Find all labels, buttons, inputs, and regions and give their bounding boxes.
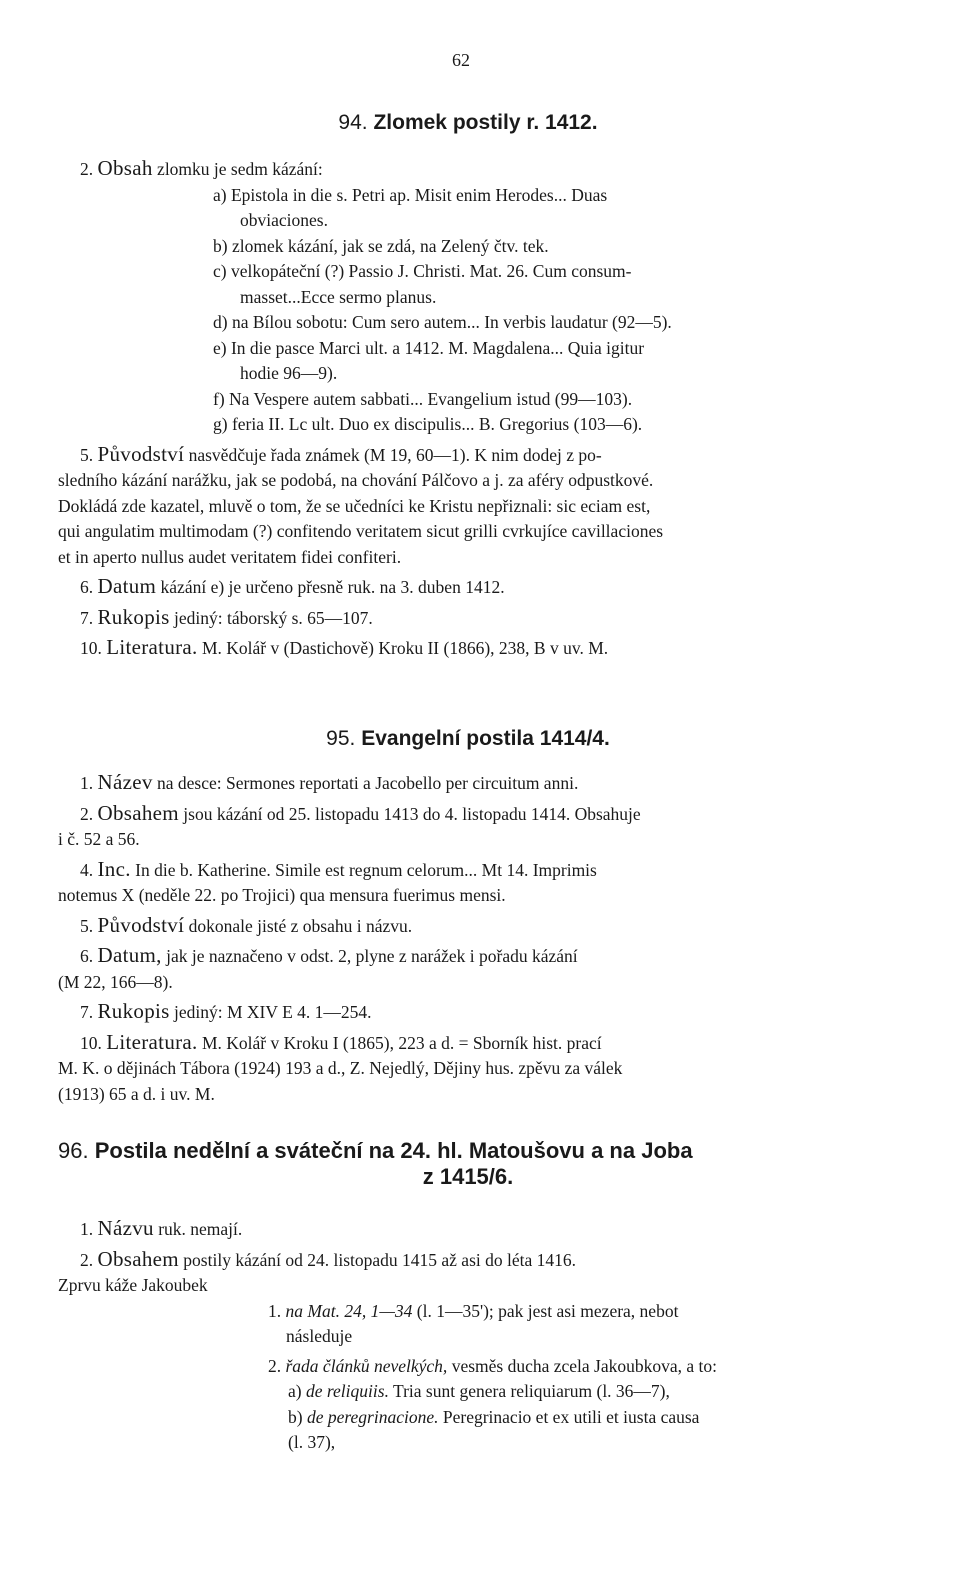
paragraph-number: 7.	[80, 1002, 94, 1022]
list-item: c) velkopáteční (?) Passio J. Christi. Mat. 26. Cum consum-	[213, 261, 632, 281]
paragraph-line: M. K. o dějinách Tábora (1924) 193 a d., Z. Nejedlý, Dějiny hus. zpěvu za válek	[58, 1058, 623, 1078]
subitem-ref: de peregrinacione.	[306, 1406, 439, 1427]
subitem-letter: b)	[288, 1406, 303, 1427]
section-term: Rukopis	[97, 999, 170, 1023]
paragraph-puvodstvi	[58, 442, 878, 469]
list-item: e) In die pasce Marci ult. a 1412. M. Magdalena... Quia igitur	[213, 337, 645, 358]
paragraph-number: 2.	[80, 1249, 94, 1270]
section-term: Inc.	[97, 856, 131, 881]
subitem-number: 1.	[268, 1300, 282, 1321]
heading-title: Evangelní postila 1414/4.	[361, 727, 610, 750]
paragraph-number: 2.	[80, 803, 94, 824]
list-item: f) Na Vespere autem sabbati... Evangelium istud (99—103).	[213, 388, 633, 409]
section-94-heading	[58, 110, 878, 136]
heading-title: Postila nedělní a sváteční na 24. hl. Matoušovu a na Joba	[94, 1138, 693, 1163]
paragraph-line: Dokládá zde kazatel, mluvě o tom, že se učedníci ke Kristu nepřiznali: sic eciam est,	[58, 495, 651, 516]
section-94-body	[58, 156, 878, 662]
subitem-1	[58, 1299, 878, 1325]
heading-title: Zlomek postily r. 1412.	[373, 111, 598, 134]
section-term: Názvu	[97, 1216, 154, 1240]
section-term: Obsahem	[97, 1246, 179, 1271]
paragraph-text: dokonale jisté z obsahu i názvu.	[188, 915, 413, 936]
paragraph-line: et in aperto nullus audet veritatem fidei confiteri.	[58, 546, 402, 567]
paragraph-obsah	[58, 156, 878, 183]
section-term: Původství	[97, 441, 185, 466]
paragraph-number: 6.	[80, 577, 94, 597]
paragraph-line: notemus X (neděle 22. po Trojici) qua mensura fuerimus mensi.	[58, 885, 506, 905]
heading-number: 94.	[338, 111, 368, 134]
section-term: Datum	[97, 574, 157, 598]
paragraph-obsahem	[58, 1247, 878, 1274]
paragraph-datum	[58, 574, 878, 601]
section-96-heading	[58, 1138, 878, 1189]
subitem-ref: na Mat. 24, 1—34	[285, 1300, 413, 1321]
subitem-ref: de reliquiis.	[305, 1381, 389, 1401]
paragraph-number: 5.	[80, 915, 94, 936]
paragraph-number: 10.	[80, 638, 102, 658]
heading-number: 95.	[326, 727, 356, 750]
subitem-2	[58, 1354, 878, 1380]
section-term: Literatura.	[106, 635, 198, 659]
list-item: g) feria II. Lc ult. Duo ex discipulis... B. Gregorius (103—6).	[213, 414, 643, 434]
paragraph-puvodstvi	[58, 913, 878, 940]
paragraph-line: i č. 52 a 56.	[58, 829, 140, 849]
subitem-line: (l. 37),	[288, 1432, 336, 1452]
paragraph-text: jediný: táborský s. 65—107.	[174, 607, 373, 628]
subitem-text: Tria sunt genera reliquiarum (l. 36—7),	[393, 1381, 670, 1401]
paragraph-text: jak je naznačeno v odst. 2, plyne z narážek i pořadu kázání	[166, 946, 578, 966]
section-term: Datum,	[97, 943, 162, 967]
page-number: 62	[452, 50, 470, 70]
subitem-a	[58, 1379, 878, 1405]
list-item: d) na Bílou sobotu: Cum sero autem... In verbis laudatur (92—5).	[213, 312, 672, 332]
section-96-body	[58, 1216, 878, 1456]
paragraph-line: Zprvu káže Jakoubek	[58, 1275, 208, 1295]
section-term: Název	[97, 770, 153, 794]
heading-number: 96.	[58, 1138, 89, 1163]
paragraph-inc	[58, 857, 878, 884]
paragraph-text: kázání e) je určeno přesně ruk. na 3. duben 1412.	[160, 577, 505, 597]
paragraph-line: qui angulatim multimodam (?) confitendo veritatem sicut grilli cvrkujíce cavillaciones	[58, 521, 664, 541]
paragraph-number: 5.	[80, 444, 94, 465]
section-term: Obsahem	[97, 800, 179, 825]
subitem-ref: řada článků nevelkých,	[285, 1355, 448, 1376]
subitem-b	[58, 1405, 878, 1431]
paragraph-text: ruk. nemají.	[158, 1219, 243, 1239]
subitem-text: vesměs ducha zcela Jakoubkova, a to:	[451, 1355, 718, 1376]
paragraph-text: zlomku je sedm kázání:	[157, 159, 323, 179]
paragraph-rukopis	[58, 605, 878, 632]
list-item: a) Epistola in die s. Petri ap. Misit enim Herodes... Duas	[213, 184, 608, 205]
list-item: masset...Ecce sermo planus.	[240, 286, 437, 307]
section-term: Původství	[97, 912, 185, 937]
paragraph-number: 4.	[80, 859, 94, 880]
paragraph-literatura	[58, 635, 878, 662]
paragraph-literatura	[58, 1030, 878, 1057]
heading-title-line2: z 1415/6.	[422, 1163, 514, 1189]
subitem-line: následuje	[286, 1326, 353, 1346]
paragraph-text: In die b. Katherine. Simile est regnum celorum... Mt 14. Imprimis	[135, 859, 597, 880]
section-term: Literatura.	[106, 1029, 198, 1054]
paragraph-line: (1913) 65 a d. i uv. M.	[58, 1083, 215, 1104]
paragraph-text: jediný: M XIV E 4. 1—254.	[174, 1002, 372, 1022]
paragraph-number: 7.	[80, 607, 94, 628]
section-term: Obsah	[97, 156, 153, 180]
paragraph-line: (M 22, 166—8).	[58, 971, 173, 992]
paragraph-text: nasvědčuje řada známek (M 19, 60—1). K nim dodej z po-	[188, 444, 602, 465]
paragraph-datum	[58, 943, 878, 970]
paragraph-rukopis	[58, 999, 878, 1026]
paragraph-number: 6.	[80, 946, 94, 966]
subitem-number: 2.	[268, 1355, 282, 1376]
paragraph-number: 2.	[80, 159, 94, 179]
paragraph-number: 1.	[80, 773, 94, 793]
subitem-letter: a)	[288, 1381, 302, 1401]
paragraph-nazvu	[58, 1216, 878, 1243]
paragraph-text: M. Kolář v (Dastichově) Kroku II (1866), 238, B v uv. M.	[201, 638, 609, 658]
section-95-heading	[58, 726, 878, 752]
section-95-body	[58, 770, 878, 1107]
paragraph-text: postily kázání od 24. listopadu 1415 až asi do léta 1416.	[183, 1249, 577, 1270]
subitem-text: Peregrinacio et ex utili et iusta causa	[442, 1406, 700, 1427]
section-term: Rukopis	[97, 604, 170, 629]
paragraph-text: na desce: Sermones reportati a Jacobello per circuitum anni.	[157, 773, 579, 793]
list-item: b) zlomek kázání, jak se zdá, na Zelený čtv. tek.	[213, 235, 549, 256]
paragraph-text: M. Kolář v Kroku I (1865), 223 a d. = Sborník hist. prací	[201, 1032, 602, 1053]
paragraph-nazev	[58, 770, 878, 797]
list-item: obviaciones.	[240, 210, 328, 230]
subitem-text: (l. 1—35'); pak jest asi mezera, nebot	[416, 1300, 679, 1321]
paragraph-number: 10.	[80, 1032, 102, 1053]
paragraph-obsahem	[58, 801, 878, 828]
paragraph-line: sledního kázání narážku, jak se podobá, na chování Pálčovo a j. za aféry odpustkové.	[58, 470, 654, 490]
paragraph-number: 1.	[80, 1219, 94, 1239]
paragraph-text: jsou kázání od 25. listopadu 1413 do 4. listopadu 1414. Obsahuje	[183, 803, 641, 824]
list-item: hodie 96—9).	[240, 363, 338, 383]
